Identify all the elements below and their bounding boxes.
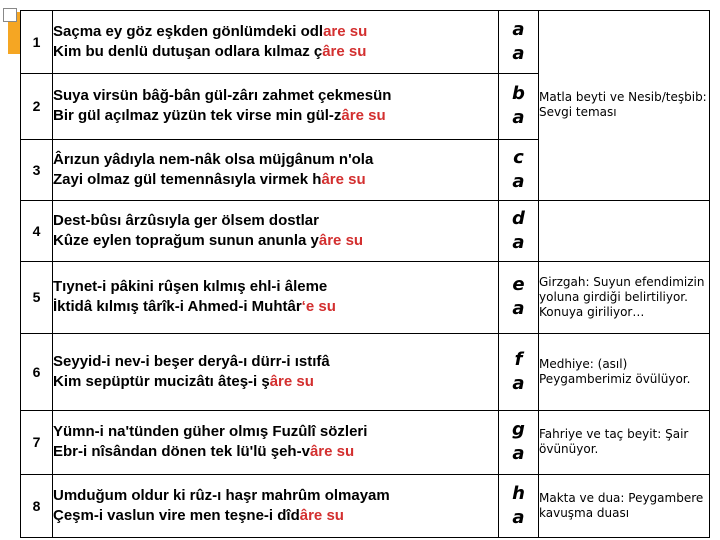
- rhyme-letter: a: [512, 107, 525, 129]
- poem-analysis-table: [20, 10, 710, 538]
- rhyme-letter: f: [514, 348, 523, 370]
- redif-suffix: âre su: [318, 232, 364, 250]
- verse-number: 1: [21, 11, 53, 74]
- verse-line-2: [53, 442, 498, 462]
- verse-line-text: İktidâ kılmış târîk-i Ahmed-i Muhtâr: [53, 298, 302, 316]
- verse-number: 4: [21, 200, 53, 261]
- section-note-fahriye: Fahriye ve taç beyit: Şair övünüyor.: [539, 411, 710, 474]
- redif-suffix: âre su: [341, 107, 386, 125]
- verse-text: [53, 74, 499, 139]
- section-note-matla: Matla beyti ve Nesib/teşbib: Sevgi teması: [539, 11, 710, 201]
- verse-text: [53, 474, 499, 537]
- verse-line-1: [53, 486, 498, 506]
- redif-suffix: âre su: [299, 506, 344, 524]
- verse-row: [21, 200, 710, 261]
- verse-row: [21, 411, 710, 474]
- rhyme-scheme: [499, 200, 539, 261]
- rhyme-letter: e: [512, 274, 525, 296]
- rhyme-scheme: [499, 262, 539, 333]
- verse-line-text: Kim bu denlü dutuşan odlara kılmaz ç: [53, 43, 323, 61]
- rhyme-letter: a: [512, 43, 525, 65]
- verse-row: [21, 333, 710, 411]
- redif-suffix: ‘e su: [301, 298, 336, 316]
- verse-row: [21, 262, 710, 333]
- verse-line-text: Umduğum oldur ki rûz-ı haşr mahrûm olmayam: [53, 486, 390, 504]
- rhyme-letter: d: [512, 208, 525, 230]
- verse-line-1: [53, 277, 498, 297]
- rhyme-letter: a: [512, 506, 525, 528]
- rhyme-letter: a: [512, 372, 525, 394]
- verse-line-2: [53, 372, 498, 392]
- rhyme-letter: a: [512, 19, 525, 41]
- verse-number: 3: [21, 139, 53, 200]
- rhyme-letter: h: [512, 482, 525, 504]
- verse-text: [53, 139, 499, 200]
- rhyme-letter: a: [512, 232, 525, 254]
- verse-line-text: Suya virsün bâğ-bân gül-zârı zahmet çekmesün: [53, 87, 392, 105]
- verse-number: 2: [21, 74, 53, 139]
- verse-line-text: Seyyid-i nev-i beşer deryâ-ı dürr-i ıstıfâ: [53, 352, 330, 370]
- verse-row: [21, 474, 710, 537]
- section-note-girizgah: Girzgah: Suyun efendimizin yoluna girdiği belirtiliyor. Konuya giriliyor…: [539, 262, 710, 333]
- section-note-medhiye: Medhiye: (asıl) Peygamberimiz övülüyor.: [539, 333, 710, 411]
- verse-number: 7: [21, 411, 53, 474]
- verse-line-text: Dest-bûsı ârzûsıyla ger ölsem dostlar: [53, 212, 319, 230]
- redif-suffix: âre su: [321, 170, 366, 188]
- rhyme-scheme: [499, 139, 539, 200]
- verse-text: [53, 411, 499, 474]
- verse-line-2: [53, 42, 498, 62]
- verse-number: 5: [21, 262, 53, 333]
- verse-line-text: Saçma ey göz eşkden gönlümdeki odl: [53, 23, 324, 41]
- verse-text: [53, 262, 499, 333]
- rhyme-letter: b: [512, 83, 525, 105]
- verse-row: [21, 11, 710, 74]
- verse-text: [53, 11, 499, 74]
- verse-line-2: [53, 297, 498, 317]
- verse-line-text: Ârızun yâdıyla nem-nâk olsa müjgânum n'ola: [53, 150, 374, 168]
- verse-line-1: [53, 22, 498, 42]
- rhyme-letter: a: [512, 443, 525, 465]
- verse-line-1: [53, 352, 498, 372]
- section-note-makta: Makta ve dua: Peygambere kavuşma duası: [539, 474, 710, 537]
- bullet-square-icon: [3, 8, 17, 22]
- rhyme-letter: a: [512, 170, 525, 192]
- verse-line-2: [53, 231, 498, 251]
- rhyme-scheme: [499, 474, 539, 537]
- redif-suffix: âre su: [309, 443, 355, 461]
- rhyme-scheme: [499, 11, 539, 74]
- verse-line-text: Kim sepüptür mucizâtı âteş-i ş: [53, 372, 270, 390]
- rhyme-letter: a: [512, 298, 525, 320]
- verse-line-text: Yümn-i na'tünden güher olmış Fuzûlî sözleri: [53, 423, 368, 441]
- rhyme-scheme: [499, 411, 539, 474]
- verse-number: 6: [21, 333, 53, 411]
- redif-suffix: are su: [323, 23, 368, 41]
- verse-line-2: [53, 106, 498, 126]
- verse-line-text: Kûze eylen toprağum sunun anunla y: [53, 232, 319, 250]
- verse-line-text: Ebr-i nîsândan dönen tek lü'lü şeh-v: [53, 443, 310, 461]
- verse-line-1: [53, 150, 498, 170]
- rhyme-scheme: [499, 333, 539, 411]
- empty-note-cell: [539, 200, 710, 261]
- verse-line-1: [53, 211, 498, 231]
- redif-suffix: âre su: [269, 372, 314, 390]
- verse-line-1: [53, 422, 498, 442]
- rhyme-letter: g: [512, 419, 525, 441]
- verse-line-text: Çeşm-i vaslun vire men teşne-i dîd: [53, 506, 300, 524]
- verse-line-text: Zayi olmaz gül temennâsıyla virmek h: [53, 170, 322, 188]
- verse-text: [53, 200, 499, 261]
- verse-line-text: Tıynet-i pâkini rûşen kılmış ehl-i âleme: [53, 278, 328, 296]
- rhyme-letter: c: [513, 146, 524, 168]
- verse-line-1: [53, 86, 498, 106]
- verse-line-text: Bir gül açılmaz yüzün tek virse min gül-z: [53, 107, 342, 125]
- rhyme-scheme: [499, 74, 539, 139]
- verse-line-2: [53, 170, 498, 190]
- verse-line-2: [53, 506, 498, 526]
- redif-suffix: âre su: [322, 43, 367, 61]
- verse-text: [53, 333, 499, 411]
- verse-number: 8: [21, 474, 53, 537]
